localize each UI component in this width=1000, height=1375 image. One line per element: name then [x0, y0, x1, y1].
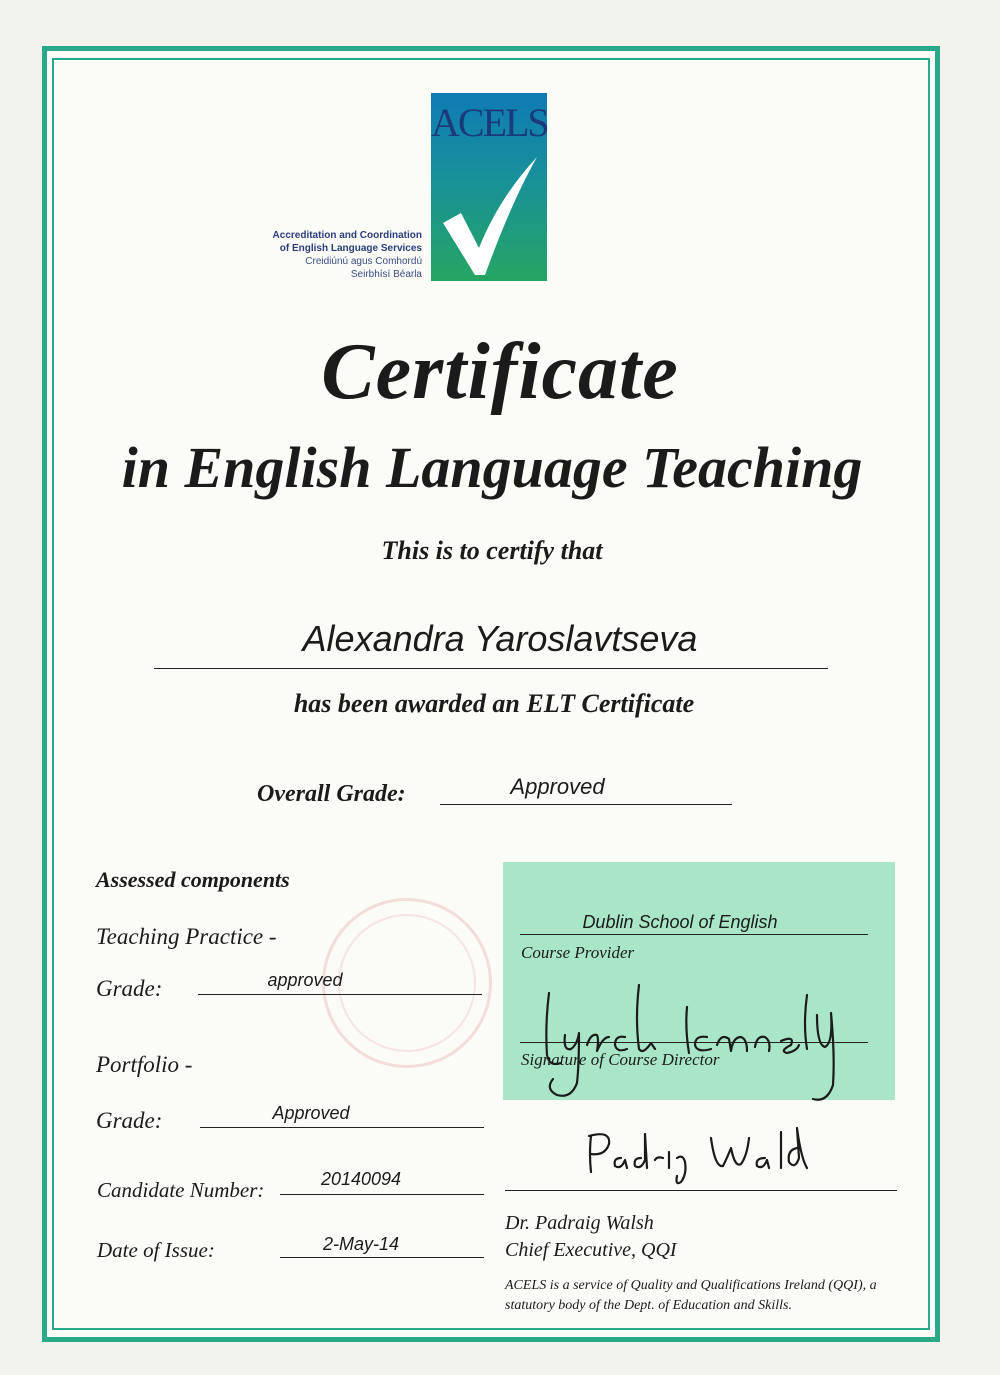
overall-grade-label: Overall Grade:: [257, 781, 406, 807]
acels-logo-caption: [240, 229, 422, 281]
course-provider-underline: [520, 934, 868, 935]
portfolio-grade-underline: [200, 1127, 484, 1128]
awarded-text: has been awarded an ELT Certificate: [293, 689, 695, 718]
chief-executive-name: Dr. Padraig Walsh: [505, 1212, 654, 1234]
certify-text: This is to certify that: [381, 536, 603, 565]
teaching-grade-underline: [198, 994, 482, 995]
footer-note: ACELS is a service of Quality and Qualifications Ireland (QQI), a statutory body of the Dept. of Education and Skills.: [505, 1278, 877, 1313]
assessed-components-heading: Assessed components: [96, 867, 290, 892]
portfolio-grade-value: Approved: [272, 1103, 350, 1123]
name-underline: [154, 668, 828, 669]
course-provider-name: Dublin School of English: [582, 912, 778, 932]
chief-executive-title: Chief Executive, QQI: [505, 1239, 677, 1261]
teaching-grade-value: approved: [267, 970, 343, 990]
chief-executive-signature: [585, 1128, 815, 1188]
course-provider-label: Course Provider: [521, 943, 635, 962]
logo-line-4: Seirbhísí Béarla: [350, 269, 422, 280]
date-of-issue-underline: [280, 1257, 484, 1258]
chief-signature-line: [505, 1190, 897, 1191]
course-director-label: Signature of Course Director: [521, 1050, 720, 1069]
logo-line-3: Creidiúnú agus Comhordú: [305, 256, 422, 267]
teaching-grade-label: Grade:: [96, 976, 163, 1001]
certificate-title: Certificate: [321, 328, 679, 416]
date-of-issue-label: Date of Issue:: [97, 1238, 215, 1262]
logo-line-1: Accreditation and Coordination: [272, 230, 422, 241]
portfolio-grade-label: Grade:: [96, 1108, 163, 1133]
logo-line-2: of English Language Services: [279, 243, 422, 254]
candidate-number-underline: [280, 1194, 484, 1195]
date-of-issue-value: 2-May-14: [322, 1234, 400, 1254]
certificate-subtitle: in English Language Teaching: [121, 435, 863, 500]
course-director-signature: [535, 985, 845, 1110]
portfolio-label: Portfolio -: [96, 1052, 193, 1077]
teaching-practice-label: Teaching Practice -: [96, 924, 277, 949]
overall-grade-underline: [440, 804, 732, 805]
recipient-name: Alexandra Yaroslavtseva: [302, 618, 698, 659]
candidate-number-value: 20140094: [320, 1169, 402, 1189]
candidate-number-label: Candidate Number:: [97, 1178, 265, 1202]
overall-grade-value: Approved: [510, 774, 605, 799]
checkmark-icon: [439, 153, 539, 278]
acels-logo: [431, 93, 547, 281]
acels-logo-word: ACELS: [431, 100, 548, 145]
